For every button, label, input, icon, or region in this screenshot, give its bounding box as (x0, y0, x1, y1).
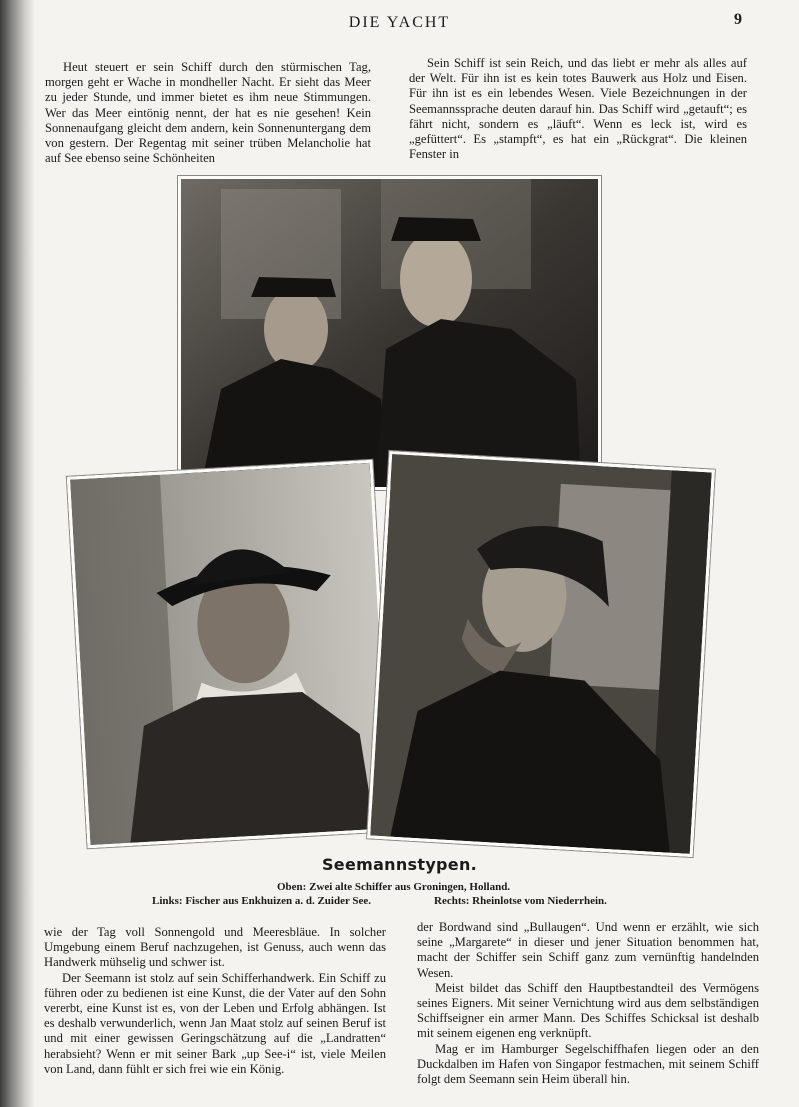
bottom-left-column (44, 925, 386, 1077)
page-number: 9 (734, 11, 742, 28)
photo-fisherman-enkhuizen (67, 460, 393, 849)
top-right-column (409, 56, 747, 162)
caption-title: Seemannstypen. (321, 855, 478, 874)
paragraph: Der Seemann ist stolz auf sein Schifferhandwerk. Ein Schiff zu führen oder zu bedienen ist eine Kunst, die der Vater auf den Sohn vererbt, eine Kunst ist es, von der Leben und Erfolg abhängen. Ist es deshalb verwunderlich, wenn Jan Maat stolz auf seinen Beruf ist und mit einer gewissen Geringschätzung auf die „Landratten“ herabsieht? Wenn er mit seiner Bark „up See-i“ ist, viele Meilen von Land, dann fühlt er sich frei wie ein König. (44, 970, 386, 1076)
running-title: DIE YACHT (348, 14, 451, 31)
paragraph: der Bordwand sind „Bullaugen“. Und wenn er erzählt, wie sich seine „Margarete“ in dieser und jener Situation benommen hat, macht der Schiffer sein Schiff ganz zum vernünftig handelnden Wesen. (417, 920, 759, 980)
paragraph: Mag er im Hamburger Segelschiffhafen liegen oder an den Duckdalben im Hafen von Singapor festmachen, mit seinem Schiff folgt dem Seemann sein Heim überall hin. (417, 1041, 759, 1087)
photo-rhine-pilot (367, 451, 715, 857)
caption-top-photo: Oben: Zwei alte Schiffer aus Groningen, Holland. (277, 881, 511, 893)
paragraph: Meist bildet das Schiff den Hauptbestandteil des Vermögens seines Eigners. Mit seiner Vernichtung wird aus dem selbständigen Schiffseigner ein armer Mann. Des Schiffes Schicksal ist deshalb mit seinem eigenen eng verknüpft. (417, 980, 759, 1041)
bottom-right-column (417, 920, 759, 1087)
caption-right-photo: Rechts: Rheinlotse vom Niederrhein. (434, 895, 607, 907)
paragraph: wie der Tag voll Sonnengold und Meeresbläue. In solcher Umgebung einem Beruf nachzugehen, ist Genuss, auch wenn das Handwerk mühselig und schwer ist. (44, 925, 386, 970)
caption-left-photo: Links: Fischer aus Enkhuizen a. d. Zuider See. (152, 895, 372, 907)
paragraph: Heut steuert er sein Schiff durch den stürmischen Tag, morgen geht er Wache in mondheller Nacht. Er sieht das Meer zu jeder Stunde, und immer bietet es ihm neue Stimmungen. Wer das Meer eintönig nennt, der hat es nie gesehen! Kein Sonnenaufgang gleicht dem andern, kein Sonnenuntergang dem von gestern. Der Regentag mit seiner trüben Melancholie hat auf See ebenso seine Schönheiten (45, 60, 371, 166)
top-left-column (45, 60, 371, 166)
photo-two-sailors (178, 176, 601, 490)
paragraph: Sein Schiff ist sein Reich, und das liebt er mehr als alles auf der Welt. Für ihn ist es kein totes Bauwerk aus Holz und Eisen. Für ihn ist es ein lebendes Wesen. Viele Bezeichnungen in der Seemannssprache deuten darauf hin. Das Schiff wird „getauft“; es fährt nicht, sondern es „läuft“. Wenn es leck ist, wird es „gefüttert“. Es „stampft“, es hat ein „Rückgrat“. Die kleinen Fenster in (409, 56, 747, 162)
book-spine-shadow (0, 0, 34, 1107)
